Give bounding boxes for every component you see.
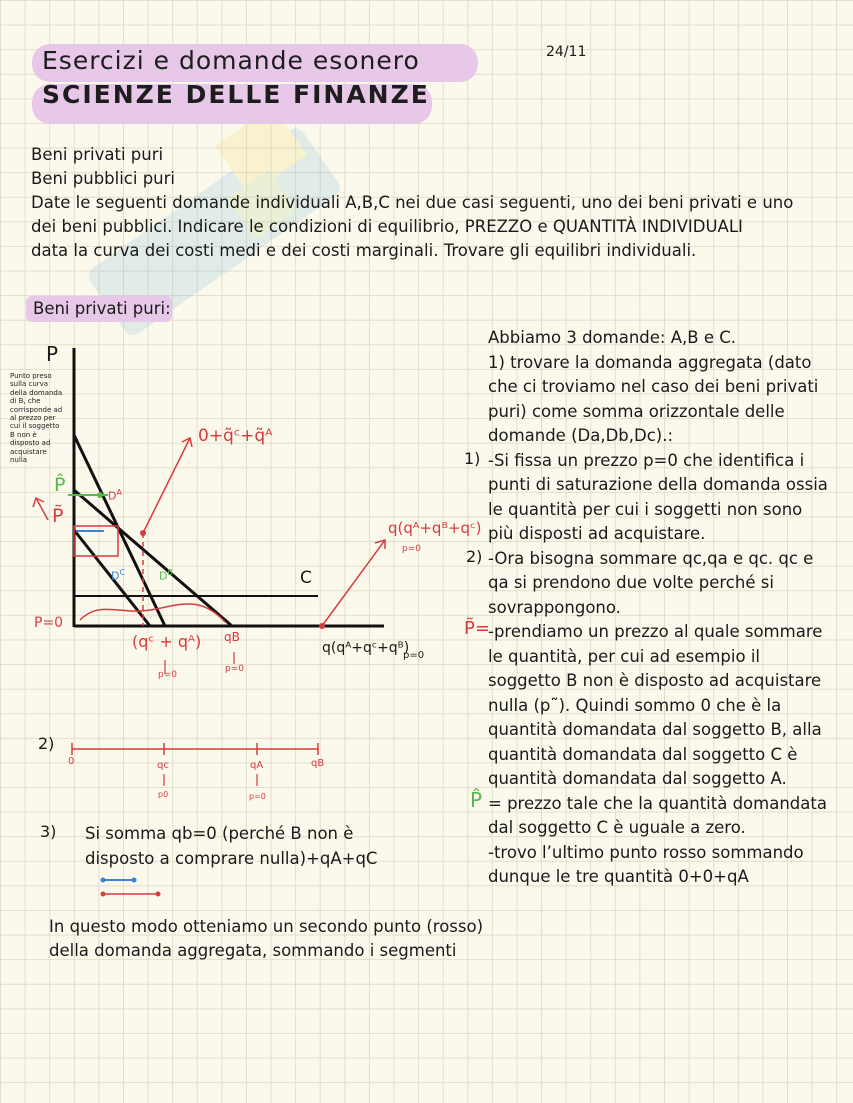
qb-label: qB — [224, 630, 240, 644]
p-tilde-label: P̃ — [52, 505, 64, 527]
intro-line-1: Beni privati puri — [31, 145, 164, 164]
p-zero-label: P=0 — [34, 615, 64, 631]
numberline — [60, 740, 340, 800]
p-hat-label: P̂ — [54, 474, 66, 496]
margin-marker-2: 2) — [466, 547, 483, 566]
intro-line-2: Beni pubblici puri — [31, 169, 176, 188]
step3-line-1: Si somma qb=0 (perché B non è — [85, 824, 354, 843]
page-title: Esercizi e domande esonero — [42, 46, 420, 75]
tick-qb: qB — [311, 758, 325, 769]
numberline-marker: 2) — [38, 734, 55, 753]
qb-sub: p=0 — [225, 664, 244, 674]
graph-note: Punto preso sulla curva della domanda di B, che corrisponde ad al prezzo per cui il soggetto B non è disposto ad acquistare nulla — [10, 372, 63, 465]
intro-line-5: data la curva dei costi medi e dei costi marginali. Trovare gli equilibri individuali. — [31, 241, 697, 260]
q-sum-axis-sub: p=0 — [403, 650, 425, 661]
axis-p-label: P — [46, 342, 59, 366]
tick-sub-p=0: p=0 — [249, 792, 266, 801]
tick-0: 0 — [68, 756, 75, 767]
bottom-line-1: In questo modo otteniamo un secondo punto (rosso) — [49, 917, 484, 936]
intro-line-4: dei beni pubblici. Indicare le condizioni di equilibrio, PREZZO e QUANTITÀ INDIVIDUALI — [31, 217, 743, 236]
aggregate-wave — [80, 604, 225, 622]
page-date: 24/11 — [546, 44, 587, 60]
qc-qa-label: (qᶜ + qᴬ) — [132, 632, 202, 651]
tick-qc: qc — [157, 760, 169, 771]
intro-line-3: Date le seguenti domande individuali A,B,C nei due casi seguenti, uno dei beni privati e uno — [31, 193, 794, 212]
step3-line-2: disposto a comprare nulla)+qA+qC — [85, 849, 378, 868]
bottom-line-2: della domanda aggregata, sommando i segmenti — [49, 941, 457, 960]
label-dc: $D^C$ — [111, 568, 126, 583]
label-da: $D^A$ — [108, 488, 122, 503]
margin-marker-1: 1) — [464, 449, 481, 468]
q-sum-top: q(qᴬ+qᴮ+qᶜ) — [388, 519, 482, 537]
page-subtitle: SCIENZE DELLE FINANZE — [42, 80, 430, 109]
margin-p-tilde: P̃= — [464, 618, 490, 639]
qc-qa-sub: p=0 — [158, 670, 177, 680]
sum-label-tilde: 0+q̃ᶜ+q̃ᴬ — [198, 426, 273, 446]
right-column: Abbiamo 3 domande: A,B e C. 1) trovare la domanda aggregata (dato che ci troviamo nel caso dei beni privati puri) come somma orizzontale delle domande (Da,Db,Dc).: -Si fissa un prezzo p=0 che identifica i punti di saturazione della domanda ossia le quantità per cui i soggetti non sono più disposti ad acquistare. -Ora bisogna sommare qc,qa e qc. qc e qa si prendono due volte perché si sovrappongono. -prendiamo un prezzo al quale sommare le quantità, per cui ad esempio il soggetto B non è disposto ad acquistare nulla (p˜). Quindi sommo 0 che è la quantità domandata dal soggetto B, alla quantità domandata dal soggetto C è quantità domandata dal soggetto A. = prezzo tale che la quantità domandata dal soggetto C è uguale a zero. -trovo l’ultimo punto rosso sommando dunque le tre quantità 0+0+qA — [488, 328, 828, 886]
margin-p-hat: P̂ — [470, 788, 483, 812]
tick-qa: qA — [250, 760, 264, 771]
q-sum-axis: q(qᴬ+qᶜ+qᴮ) — [322, 640, 410, 656]
label-db: $D^B$ — [159, 568, 173, 583]
step3-segments — [98, 872, 168, 902]
label-c: C — [300, 568, 312, 588]
section-heading: Beni privati puri: — [33, 299, 171, 318]
q-sum-top-sub: p=0 — [402, 544, 421, 554]
step3-marker: 3) — [40, 822, 57, 841]
tick-sub-p0: p0 — [158, 790, 169, 799]
